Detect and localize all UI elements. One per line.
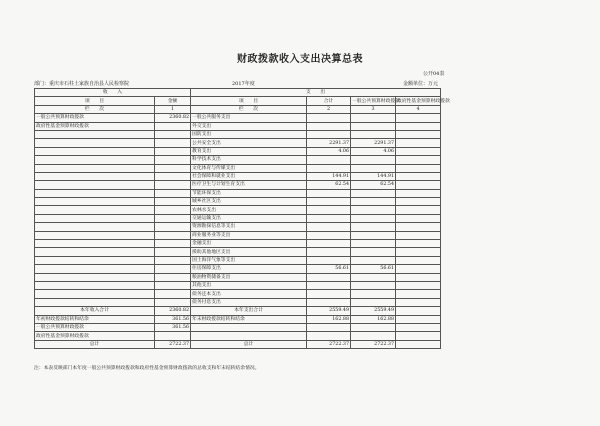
table-row [35, 315, 441, 323]
table-row [35, 248, 441, 256]
table-row [35, 256, 441, 264]
col-number-2: 2 [307, 105, 351, 113]
table-row [35, 198, 441, 206]
income-item-cell [35, 206, 155, 214]
expense-item-cell: 教育支出 [191, 147, 307, 155]
general-budget-cell [351, 114, 396, 122]
table-row [35, 273, 441, 281]
expense-item-cell: 节能环保支出 [191, 189, 307, 197]
general-budget-header: 一般公共预算财政拨款 [352, 98, 400, 104]
expense-item-cell: 农林水支出 [191, 206, 307, 214]
fund-budget-cell [396, 214, 441, 222]
table-row [35, 114, 441, 122]
report-table [34, 88, 450, 349]
fund-budget-cell [396, 189, 441, 197]
expense-item-cell: 商业服务业等支出 [191, 231, 307, 239]
fund-budget-cell [396, 315, 441, 323]
income-item-cell [35, 189, 155, 197]
total-cell: 144.91 [307, 172, 351, 180]
general-budget-cell [351, 332, 396, 340]
general-budget-cell [351, 206, 396, 214]
general-budget-cell: 2559.49 [351, 307, 396, 315]
expense-item-cell: 医疗卫生与计划生育支出 [191, 181, 307, 189]
fund-budget-cell [396, 114, 441, 122]
income-item-cell: 政府性基金预算财政拨款 [35, 122, 155, 130]
income-amount-cell [155, 290, 191, 298]
total-cell: 162.88 [307, 315, 351, 323]
col-number-4: 4 [396, 105, 441, 113]
table-row [35, 240, 441, 248]
fund-budget-cell [396, 332, 441, 340]
total-cell: 56.61 [307, 265, 351, 273]
income-amount-cell [155, 130, 191, 138]
income-item-cell [35, 156, 155, 164]
unit-label: 金额单位：万元 [403, 81, 439, 87]
total-cell [307, 164, 351, 172]
section-header-row [35, 89, 441, 97]
income-amount-cell [155, 172, 191, 180]
income-item-header: 项 目 [35, 97, 155, 105]
table-row [35, 139, 441, 147]
col-number-1: 1 [155, 105, 191, 113]
table-row [35, 307, 441, 315]
table-row [35, 231, 441, 239]
income-item-cell: 总计 [35, 340, 155, 348]
expense-item-cell: 住房保障支出 [191, 265, 307, 273]
table-row [35, 189, 441, 197]
table-row [35, 223, 441, 231]
report-title: 财政拨款收入支出决算总表 [237, 54, 363, 65]
table-row [35, 156, 441, 164]
income-item-cell [35, 248, 155, 256]
general-budget-cell [351, 223, 396, 231]
general-budget-cell [351, 240, 396, 248]
lanci-label: 栏 次 [35, 105, 155, 113]
fund-budget-cell [396, 298, 441, 306]
income-item-cell [35, 231, 155, 239]
general-budget-cell [351, 130, 396, 138]
general-budget-cell: 56.61 [351, 265, 396, 273]
total-cell [307, 298, 351, 306]
table-row [35, 147, 441, 155]
general-budget-cell: 2291.37 [351, 139, 396, 147]
income-item-cell [35, 273, 155, 281]
fund-budget-cell [396, 147, 441, 155]
fund-budget-cell [396, 256, 441, 264]
table-row [35, 298, 441, 306]
fund-budget-cell [396, 206, 441, 214]
table-row [35, 281, 441, 289]
total-cell [307, 332, 351, 340]
general-budget-cell: 2722.37 [351, 340, 396, 348]
fund-budget-cell [396, 273, 441, 281]
income-amount-cell [155, 265, 191, 273]
expense-item-cell: 粮油物资储备支出 [191, 273, 307, 281]
total-cell: 2559.49 [307, 307, 351, 315]
table-row [35, 332, 441, 340]
income-amount-cell: 2360.82 [155, 307, 191, 315]
expense-item-cell: 其他支出 [191, 281, 307, 289]
fund-budget-cell [396, 130, 441, 138]
fund-budget-cell [396, 323, 441, 331]
year-label: 2017年度 [232, 81, 255, 87]
total-cell [307, 130, 351, 138]
expense-header: 支 出 [191, 89, 441, 97]
income-header: 收 入 [35, 89, 191, 97]
expense-item-cell: 援助其他地区支出 [191, 248, 307, 256]
income-item-cell: 本年收入合计 [35, 307, 155, 315]
total-cell: 2291.37 [307, 139, 351, 147]
income-amount-cell [155, 122, 191, 130]
department-label: 部门：重庆市石柱土家族自治县人民检察院 [34, 81, 130, 87]
expense-item-cell: 文化体育与传媒支出 [191, 164, 307, 172]
fund-budget-cell [396, 231, 441, 239]
fund-budget-cell [396, 281, 441, 289]
general-budget-cell [351, 323, 396, 331]
expense-item-cell: 国土海洋气象等支出 [191, 256, 307, 264]
income-amount-cell: 2722.37 [155, 340, 191, 348]
total-cell [307, 223, 351, 231]
income-amount-cell [155, 273, 191, 281]
income-item-cell: 年初财政拨款结转和结余 [35, 315, 155, 323]
general-budget-cell [351, 273, 396, 281]
total-cell [307, 114, 351, 122]
expense-item-cell: 一般公共服务支出 [191, 114, 307, 122]
income-item-cell [35, 139, 155, 147]
expense-item-cell [191, 332, 307, 340]
expense-item-cell: 金融支出 [191, 240, 307, 248]
fund-budget-cell [396, 164, 441, 172]
general-budget-cell [351, 198, 396, 206]
income-amount-cell [155, 231, 191, 239]
total-cell: 2722.37 [307, 340, 351, 348]
income-amount-cell [155, 164, 191, 172]
fund-budget-cell [396, 181, 441, 189]
expense-item-cell: 总计 [191, 340, 307, 348]
income-amount-cell [155, 256, 191, 264]
income-item-cell [35, 265, 155, 273]
income-amount-cell [155, 198, 191, 206]
general-budget-cell [351, 248, 396, 256]
income-amount-cell [155, 223, 191, 231]
fund-budget-cell [396, 240, 441, 248]
income-item-cell: 一般公共预算财政拨款 [35, 323, 155, 331]
total-cell [307, 189, 351, 197]
income-amount-cell: 361.56 [155, 315, 191, 323]
total-cell: 4.06 [307, 147, 351, 155]
table-row [35, 206, 441, 214]
income-item-cell: 政府性基金预算财政拨款 [35, 332, 155, 340]
expense-item-cell: 债务付息支出 [191, 298, 307, 306]
income-item-cell [35, 198, 155, 206]
table-row [35, 265, 441, 273]
fund-budget-cell [396, 198, 441, 206]
table-row [35, 172, 441, 180]
general-budget-cell [351, 290, 396, 298]
total-cell: 62.54 [307, 181, 351, 189]
income-item-cell [35, 130, 155, 138]
total-cell [307, 323, 351, 331]
income-item-cell [35, 223, 155, 231]
expense-item-header: 项 目 [191, 97, 307, 105]
expense-item-cell: 国防支出 [191, 130, 307, 138]
fund-budget-cell [396, 290, 441, 298]
total-cell [307, 248, 351, 256]
total-cell [307, 198, 351, 206]
expense-item-cell: 外交支出 [191, 122, 307, 130]
income-amount-cell: 361.56 [155, 323, 191, 331]
total-cell [307, 156, 351, 164]
col-number-3: 3 [351, 105, 396, 113]
income-amount-cell [155, 181, 191, 189]
expense-item-cell [191, 323, 307, 331]
general-budget-cell: 144.91 [351, 172, 396, 180]
fund-budget-cell [396, 172, 441, 180]
income-item-cell [35, 256, 155, 264]
expense-item-cell: 城乡社区支出 [191, 198, 307, 206]
income-amount-cell [155, 156, 191, 164]
income-amount-cell [155, 139, 191, 147]
total-cell [307, 240, 351, 248]
expense-item-cell: 资源勘探信息等支出 [191, 223, 307, 231]
total-cell [307, 231, 351, 239]
income-item-cell [35, 147, 155, 155]
income-amount-cell [155, 147, 191, 155]
income-amount-cell [155, 189, 191, 197]
income-amount-cell [155, 281, 191, 289]
general-budget-cell [351, 156, 396, 164]
general-budget-cell: 62.54 [351, 181, 396, 189]
column-number-row [35, 105, 441, 113]
fund-budget-cell [396, 340, 441, 348]
general-budget-cell [351, 256, 396, 264]
expense-item-cell: 年末财政拨款结转和结余 [191, 315, 307, 323]
fund-budget-cell [396, 139, 441, 147]
total-cell [307, 206, 351, 214]
table-row [35, 181, 441, 189]
income-item-cell [35, 181, 155, 189]
table-row [35, 290, 441, 298]
total-header: 合计 [307, 97, 351, 105]
income-item-cell: 一般公共预算财政拨款 [35, 114, 155, 122]
income-amount-cell [155, 332, 191, 340]
income-amount-cell [155, 240, 191, 248]
income-item-cell [35, 164, 155, 172]
income-item-cell [35, 172, 155, 180]
fund-budget-cell [396, 122, 441, 130]
general-budget-cell [351, 298, 396, 306]
general-budget-cell [351, 231, 396, 239]
fund-budget-cell [396, 156, 441, 164]
table-row [35, 130, 441, 138]
column-header-row [35, 97, 441, 105]
total-cell [307, 214, 351, 222]
income-amount-cell [155, 206, 191, 214]
total-cell [307, 256, 351, 264]
expense-item-cell: 债务还本支出 [191, 290, 307, 298]
fund-budget-cell [396, 223, 441, 231]
fund-budget-header: 政府性基金预算财政拨款 [397, 98, 450, 104]
expense-item-cell: 科学技术支出 [191, 156, 307, 164]
table-row [35, 122, 441, 130]
expense-item-cell: 公共安全支出 [191, 139, 307, 147]
income-amount-header: 金额 [155, 97, 191, 105]
table-row [35, 164, 441, 172]
general-budget-cell [351, 214, 396, 222]
general-budget-cell [351, 281, 396, 289]
expense-item-cell: 社会保障和就业支出 [191, 172, 307, 180]
total-cell [307, 122, 351, 130]
fund-budget-cell [396, 307, 441, 315]
lanci-label: 栏 次 [191, 105, 307, 113]
form-number: 公开04表 [423, 71, 445, 77]
expense-item-cell: 交通运输支出 [191, 214, 307, 222]
general-budget-cell [351, 122, 396, 130]
income-amount-cell: 2360.82 [155, 114, 191, 122]
income-item-cell [35, 290, 155, 298]
total-cell [307, 290, 351, 298]
expense-item-cell: 本年支出合计 [191, 307, 307, 315]
general-budget-cell [351, 189, 396, 197]
general-budget-cell: 4.06 [351, 147, 396, 155]
income-item-cell [35, 281, 155, 289]
footnote: 注：本表反映部门本年度一般公共预算财政拨款和政府性基金预算财政拨款的总收支和年末结转结余情况。 [34, 366, 260, 371]
table-row [35, 340, 441, 348]
income-amount-cell [155, 214, 191, 222]
income-item-cell [35, 298, 155, 306]
general-budget-cell [351, 164, 396, 172]
general-budget-cell: 162.88 [351, 315, 396, 323]
fund-budget-cell [396, 265, 441, 273]
income-amount-cell [155, 248, 191, 256]
table-row [35, 323, 441, 331]
income-item-cell [35, 214, 155, 222]
fund-budget-cell [396, 248, 441, 256]
total-cell [307, 281, 351, 289]
income-item-cell [35, 240, 155, 248]
total-cell [307, 273, 351, 281]
table-row [35, 214, 441, 222]
income-amount-cell [155, 298, 191, 306]
